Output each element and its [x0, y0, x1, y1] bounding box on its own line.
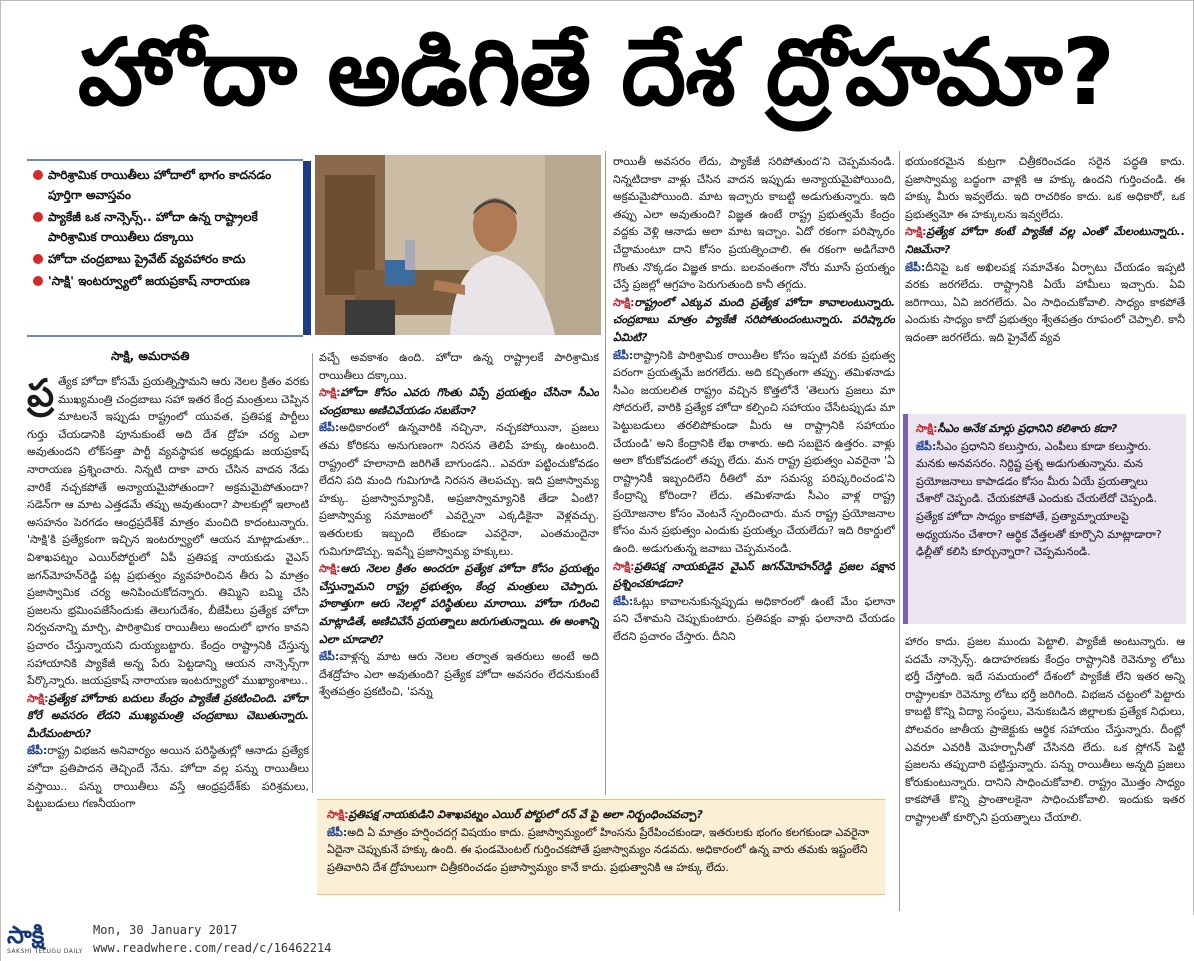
- highlight-item: హోదా చంద్రబాబు ప్రైవేట్‌ వ్యవహారం కాదు: [33, 249, 297, 269]
- answer: జేపీ:వాళ్లన్న మాట ఆరు నెలల తర్వాత ఇతరులు అంటే అది దేశద్రోహం ఎలా అవుతుంది? ప్రత్యేక హోదా అవసరం లేదనుకుంటే శ్వేతపత్రం ప్రకటించి, 'పన్ను: [319, 650, 599, 699]
- paragraph: హారం కాదు. ప్రజల ముందు పెట్టాలి. ప్యాకేజీ అంటున్నారు. ఆ పదమే నాన్సెన్స్‌. ఉదాహరణకు కేంద్రం రాష్ట్రానికి రెవెన్యూ లోటు భర్తీ చేస్తోంది. ఇదే సమయంలో దేశంలో ప్యాకేజీ లేని ఇతర అన్ని రాష్ట్రాలకూ రెవెన్యూ లోటు భర్తీ జరిగింది. విభజన చట్టంలో పెట్టారు కాబట్టి కొన్ని విద్యా సంస్థలు, వెనుకబడిన జిల్లాలకు ప్రత్యేక నిధులు, పోలవరం జాతీయ ప్రాజెక్టుకు ఆర్థిక సహాయం చేస్తున్నారు. దీంట్లో ఎవరూ ఎవరికీ మెహర్బానీతో చేసినది లేదు. ఒక స్లోగన్‌ పెట్టి ప్రజలను తప్పుదారి పట్టిస్తున్నారు. పన్ను రాయితీలు అన్నది ప్రజలు కోరుకుంటున్నారు. దానిని సాధించుకోవాలి. రాష్ట్రం మొత్తం సాధ్యం కాకపోతే కొన్ని ప్రాంతాలకైనా సాధించుకోవాలి. ఇందుకు ఇతర రాష్ట్రాలతో కూర్చొని ప్రయత్నాలు చేయాలి.: [905, 635, 1185, 824]
- answer: జేపీ:దీనిపై ఒక అఖిలపక్ష సమావేశం ఏర్పాటు చేయడం ఇప్పటి వరకు జరగలేదు. రాష్ట్రానికి ఏయే హామీలు ఇచ్చారు. ఏవి జరిగాయి, ఏవి జరగలేదు. ఏం సాధించుకోవాలి. సాధ్యం కాకపోతే ఎందుకు సాధ్యం కాదో ప్రభుత్వం శ్వేతపత్రం రూపంలో చెప్పాలి. కానీ ఇదంతా జరగలేదు. ఇది ప్రైవేట్‌ వ్యవ: [905, 260, 1185, 344]
- source-url[interactable]: www.readwhere.com/read/c/16462214: [93, 941, 332, 955]
- answer: జేపీ:అధికారంలో ఉన్నవారికి నచ్చినా, నచ్చకపోయినా, ప్రజలు తమ కోరికను అనుగుణంగా నిరసన తెలిపే హక్కు ఉంటుంది. రాష్ట్రంలో హలానాది జరిగితే బాగుండని.. ఎవరూ పట్టించుకోవడం లేదని పది మంది గుమిగూడి నిరసన తెలపచ్చు. ఇది ప్రజాస్వామ్య హక్కు. ప్రజాస్వామ్యానికి, అప్రజాస్వామ్యానికి తేడా ఏంటి? ప్రజాస్వామ్య సమాజంలో ఎవర్నైనా ఎక్కడికైనా వెళ్లవచ్చు. ఇతరులకు ఇబ్బంది లేకుండా ఎవరైనా, ఎంతమందైనా గుమిగూడొచ్చు. ఇవన్నీ ప్రజాస్వామ్య హక్కులు.: [319, 421, 599, 558]
- question: సాక్షి:ప్రత్యేక హోదా కంటే ప్యాకేజీ వల్ల ఎంతో మేలంటున్నారు.. నిజమేనా?: [905, 225, 1185, 256]
- intro-paragraph: ప్ర త్యేక హోదా కోసమే ప్రయత్నిస్తామని ఆరు నెలల క్రితం వరకు ముఖ్యమంత్రి చంద్రబాబు సహా ఇతర కేంద్ర మంత్రులు చెప్పిన మాటలనే ఇప్పుడు రాష్ట్రంలో యువత, ప్రతిపక్ష పార్టీలు గుర్తు చేయడానికి పూనుకుంటే అది దేశ ద్రోహ చర్య ఎలా అవుతుందని లోక్‌సత్తా పార్టీ వ్యవస్థాపక అధ్యక్షుడు జయప్రకాష్‌ నారాయణ ప్రశ్నించారు. నిన్నటి దాకా వారు చేసిన వాదన నేడు వారికే నచ్చకపోతే అన్యాయమైపోతుందా? అక్రమమైపోతుందా? సడెన్‌గా ఆ మాట ఎత్తడమే తప్పు అవుతుందా? పాలకుల్లో ఇలాంటి అసహనం పెరగడం ఆంధ్రప్రదేశ్‌కే మాత్రం మంచిది కాదంటున్నారు. 'సాక్షి'కి ప్రత్యేకంగా ఇచ్చిన ఇంటర్వ్యూలో ఆయన మాట్లాడుతూ.. విశాఖపట్నం ఎయిర్‌పోర్టులో ఏపీ ప్రతిపక్ష నాయకుడు వైఎస్‌ జగన్‌మోహన్‌రెడ్డి పట్ల ప్రభుత్వం వ్యవహరించిన తీరు ఏ మాత్రం ప్రజాస్వామిక చర్య అనిపించుకోదన్నారు. తిమ్మిని బమ్మి చేసి ప్రజలను భ్రమింపజేసేందుకు తెలుగుదేశం, బీజేపీలు ప్రత్యేక హోదా నిర్వచనాన్ని మార్చి, పారిశ్రామిక రాయితీలు అందులో భాగం కావని ప్రచారం చేస్తున్నాయని దుయ్యబట్టారు. కేంద్రం రాష్ట్రానికి చేస్తున్న సహాయానికి ప్యాకేజీ అన్న పేరు పెట్టడాన్ని ఆయన నాన్సెన్స్‌గా పేర్కొన్నారు. జయప్రకాష్‌ నారాయణ ఇంటర్వ్యూలో ముఖ్యాంశాలు..: [27, 373, 309, 688]
- column-1: [27, 373, 309, 913]
- highlights-box: [27, 159, 303, 337]
- sakshi-logo: సాక్షి SAKSHI TELUGU DAILY: [7, 921, 83, 955]
- question: సాక్షి:రాష్ట్రంలో ఎక్కువ మంది ప్రత్యేక హోదా కావాలంటున్నారు. చంద్రబాబు మాత్రం ప్యాకేజీ సరిపోతుందంటున్నారు. పరిష్కారం ఏమిటి?: [613, 295, 895, 344]
- highlights-accent-bar: [303, 161, 311, 335]
- question: సాక్షి:ప్రతిపక్ష నాయకుడిని విశాఖపట్నం ఎయిర్‌ పోర్టులో రన్‌ వే పై అలా నిర్బంధించవచ్చా?: [327, 808, 703, 821]
- answer: జేపీ:అది ఏ మాత్రం హర్షించదగ్గ విషయం కాదు. ప్రజాస్వామ్యంలో హింసను ప్రేరేపించకుండా, ఇతరులకు భంగం కలగకుండా ఎవరైనా ఏదైనా చెప్పుకునే హక్కు ఉంది. ఈ ఫండమెంటల్‌ గుర్తించకపోతే ప్రజాస్వామ్యం నడవదు. అధికారంలో ఉన్న వారు తమకు ఇష్టంలేని ప్రతివారిని దేశ ద్రోహులుగా చిత్రీకరించడం ప్రజాస్వామ్యం కానే కాదు. ప్రభుత్వానికి ఆ హక్కు లేదు.: [327, 825, 870, 874]
- highlight-item: 'సాక్షి' ఇంటర్వ్యూలో జయప్రకాష్‌ నారాయణ: [33, 271, 297, 291]
- answer: జేపీ:రాష్ట్ర విభజన అనివార్యం అయిన పరిస్థితుల్లో ఆనాడు ప్రత్యేక హోదా ప్రతిపాదన తెచ్చిందే నేను. హోదా వల్ల పన్ను రాయితీలు వస్తాయి.. పన్ను రాయితీలు వస్తే ఆంధ్రప్రదేశ్‌కు పరిశ్రమలు, పెట్టుబడులు గణనీయంగా: [27, 744, 309, 811]
- answer: జేపీ:సీఎం ప్రధానిని కలుస్తారు, ఎంపీలు కూడా కలుస్తారు. మనకు అనవసరం. నిర్దిష్ట ప్రశ్న అడుగుతున్నాను. మన ప్రయోజనాలు కాపాడడం కోసం మీరు ఏయే ప్రయత్నాలు చేశారో చెప్పండి. చేయకపోతే ఎందుకు చేయలేదో చెప్పండి. ప్రత్యేక హోదా సాధ్యం కాకపోతే, ప్రత్యామ్నాయాలపై అధ్యయనం చేశారా? ఆర్థిక వేత్తలతో కూర్చొని మాట్లాడారా? ఢిల్లీతో కలిసి కూర్చున్నారా? చెప్పమనండి.: [916, 439, 1162, 559]
- column-divider: [899, 151, 900, 911]
- bullet-icon: [33, 212, 43, 222]
- highlight-item: ప్యాకేజీ ఒక నాన్సెన్స్‌.. హోదా ఉన్న రాష్ట్రాలకే పారిశ్రామిక రాయితీలు దక్కాయి: [33, 207, 297, 247]
- interview-photo: [315, 155, 601, 335]
- answer: జేపీ:రాష్ట్రానికి పారిశ్రామిక రాయితీల కోసం ఇప్పటి వరకు ప్రభుత్వ పరంగా ప్రయత్నమే జరగలేదు. అది కచ్చితంగా తప్పు. తమిళనాడు సీఎం జయలలిత రాష్ట్రం వచ్చిన కొత్తలోనే 'తెలుగు ప్రజలు మా సోదరులే, వారికి ప్రత్యేక హోదా కల్పించి సహాయం చేసేటప్పుడు మా పెట్టుబడులు తరలిపోకుండా మీరు ఆ రాష్ట్రానికి సహాయం చేయండి' అని కేంద్రానికి లేఖ రాశారు. అది సబబైన ఉత్తరం. వాళ్లు అలా కోరుకోవడంలో తప్పు లేదు. మన రాష్ట్ర ప్రభుత్వం ఎవరైనా 'ఏ రాష్ట్రానికీ ఇబ్బందిలేని రీతిలో మా సమస్య పరిష్కరించండ'ని కేంద్రాన్ని కోరిందా? లేదు. తమిళనాడు సీఎం వాళ్ల రాష్ట్ర ప్రయోజనాల కోసం వెంటనే స్పందించారు. మన రాష్ట్ర ప్రయోజనాల కోసం మన ప్రభుత్వం ఎందుకు ప్రయత్నం చేయలేదు? ఇది రికార్డులో ఉంది. అడుగుతున్న జవాబు చెప్పమనండి.: [613, 348, 895, 556]
- column-3: [613, 153, 895, 795]
- headline: హోదా అడిగితే దేశ ద్రోహమా?: [77, 19, 1115, 126]
- column-4-bottom: [905, 633, 1185, 913]
- footer: [1, 915, 1194, 961]
- dropcap: ప్ర: [27, 373, 55, 415]
- question: సాక్షి:సీఎం అనేక మార్లు ప్రధానిని కలిశారు కదా?: [916, 422, 1118, 435]
- paragraph: రాయితీ అవసరం లేదు, ప్యాకేజీ సరిపోతుంద'ని చెప్పమనండి. నిన్నటిదాకా వాళ్లు చేసిన వాదన ఇప్పుడు అన్యాయమైపోయింది, అక్రమమైపోయింది. మాట ఇచ్చారు కాబట్టి అడుగుతున్నారు. ఇది తప్పు ఎలా అవుతుంది? విజ్ఞత ఉంటే రాష్ట్ర ప్రభుత్వమే కేంద్రం వద్దకు వెళ్లి ఆనాడు అలా మాట ఇచ్చాం. ఏదో రకంగా పరిష్కారం చేద్దామంటూ దాని కోసం ప్రయత్నించాలి. ఈ రకంగా అడిగేవారి గొంతు నొక్కడం విజ్ఞత కాదు. బలవంతంగా నోరు మూసే ప్రయత్నం చేస్తే ప్రజల్లో ఆగ్రహం పెరుగుతుంది కానీ తగ్గదు.: [613, 155, 895, 292]
- column-4-top: [905, 153, 1185, 409]
- column-2: [319, 349, 599, 793]
- question: సాక్షి:ప్రత్యేక హోదాకు బదులు కేంద్రం ప్యాకేజీ ప్రకటించింది. హోదా కోరే అవసరం లేదని ముఖ్యమంత్రి చంద్రబాబు చెబుతున్నారు. మీరేమంటారు?: [27, 691, 309, 740]
- question: సాక్షి:ప్రతిపక్ష నాయకుడైన వైఎస్‌ జగన్‌మోహన్‌రెడ్డి ప్రజల పక్షాన ప్రశ్నించకూడదా?: [613, 559, 895, 591]
- edition-date: Mon, 30 January 2017: [93, 923, 238, 937]
- column-divider: [605, 151, 606, 795]
- paragraph: వచ్చే అవకాశం ఉంది. హోదా ఉన్న రాష్ట్రాలకే పారిశ్రామిక రాయితీలు దక్కాయి.: [319, 351, 599, 382]
- portrait-illustration: [315, 155, 601, 335]
- question: సాక్షి:హోదా కోసం ఎవరు గొంతు విప్పే ప్రయత్నం చేసినా సీఎం చంద్రబాబు అణిచివేయడం సబబేనా?: [319, 386, 599, 417]
- highlight-qa-box: [317, 799, 885, 895]
- bullet-icon: [33, 254, 43, 264]
- paragraph: భయంకరమైన కుట్రగా చిత్రీకరించడం సరైన పద్ధతి కాదు. ప్రజాస్వామ్య బద్ధంగా వాళ్లకి ఆ హక్కు ఉందని గుర్తించండి. ఈ హక్కు మీరు ఇవ్వలేదు. ఇది రాచరికం కాదు. ఒక అధికారో, ఒక ప్రభుత్వమో ఈ హక్కులను ఇవ్వలేదు.: [905, 155, 1185, 221]
- highlight-item: పారిశ్రామిక రాయితీలు హోదాలో భాగం కాదనడం పూర్తిగా అవాస్తవం: [33, 165, 297, 205]
- column-divider: [312, 353, 313, 793]
- bullet-icon: [33, 276, 43, 286]
- bullet-icon: [33, 170, 43, 180]
- answer: జేపీ:ఓట్లు కావాలనుకున్నప్పుడు అధికారంలో ఉంటే మేం ఫలానా పని చేశామని చెప్పుకుంటారు. ప్రతిపక్షం వాళ్లు ఫలానాది చేయడం లేదని ప్రచారం చేస్తారు. దీనిని: [613, 594, 895, 644]
- sidebar-qa-box: [903, 414, 1186, 624]
- question: సాక్షి:ఆరు నెలల క్రితం అందరూ ప్రత్యేక హోదా కోసం ప్రయత్నం చేస్తున్నామని రాష్ట్ర ప్రభుత్వం, కేంద్ర మంత్రులు చెప్పారు. హఠాత్తుగా ఆరు నెలల్లో పరిస్థితులు మారాయి. హోదా గురించి మాట్లాడితే, అణిచివేసే ప్రయత్నాలు జరుగుతున్నాయి. ఈ అంశాన్ని ఎలా చూడాలి?: [319, 562, 599, 646]
- byline: సాక్షి, అమరావతి: [111, 349, 190, 363]
